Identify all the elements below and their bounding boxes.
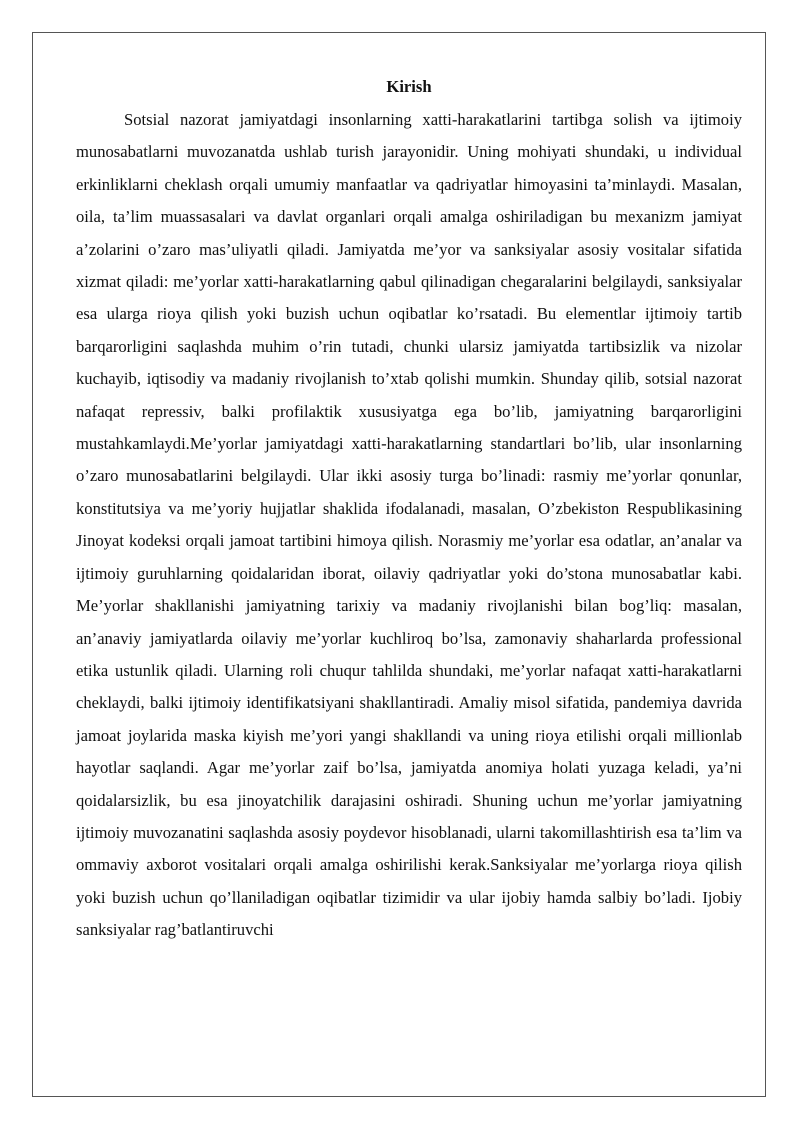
document-body xyxy=(76,76,742,947)
page-title: Kirish xyxy=(386,77,432,96)
body-paragraph: Sotsial nazorat jamiyatdagi insonlarning xatti-harakatlarini tartibga solish va ijtimoiy munosabatlarni muvozanatda ushlab turish jarayonidir. Uning mohiyati shundaki, u individual erkinliklarni cheklash orqali umumiy manfaatlar va qadriyatlar himoyasini ta’minlaydi. Masalan, oila, ta’lim muassasalari va davlat organlari orqali amalga oshiriladigan bu mexanizm jamiyat a’zolarini o’zaro mas’uliyatli qiladi. Jamiyatda me’yor va sanksiyalar asosiy vositalar sifatida xizmat qiladi: me’yorlar xatti-harakatlarning qabul qilinadigan chegaralarini belgilaydi, sanksiyalar esa ularga rioya qilish yoki buzish uchun oqibatlar ko’rsatadi. Bu elementlar ijtimoiy tartib barqarorligini saqlashda muhim o’rin tutadi, chunki ularsiz jamiyatda tartibsizlik va nizolar kuchayib, iqtisodiy va madaniy rivojlanish to’xtab qolishi mumkin. Shunday qilib, sotsial nazorat nafaqat repressiv, balki profilaktik xususiyatga ega bo’lib, jamiyatning barqarorligini mustahkamlaydi.Me’yorlar jamiyatdagi xatti-harakatlarning standartlari bo’lib, ular insonlarning o’zaro munosabatlarini belgilaydi. Ular ikki asosiy turga bo’linadi: rasmiy me’yorlar qonunlar, konstitutsiya va me’yoriy hujjatlar shaklida ifodalanadi, masalan, O’zbekiston Respublikasining Jinoyat kodeksi orqali jamoat tartibini himoya qilish. Norasmiy me’yorlar esa odatlar, an’analar va ijtimoiy guruhlarning qoidalaridan iborat, oilaviy qadriyatlar yoki do’stona munosabatlar kabi. Me’yorlar shakllanishi jamiyatning tarixiy va madaniy rivojlanishi bilan bog’liq: masalan, an’anaviy jamiyatlarda oilaviy me’yorlar kuchliroq bo’lsa, zamonaviy shaharlarda professional etika ustunlik qiladi. Ularning roli chuqur tahlilda shundaki, me’yorlar nafaqat xatti-harakatlarni cheklaydi, balki ijtimoiy identifikatsiyani shakllantiradi. Amaliy misol sifatida, pandemiya davrida jamoat joylarida maska kiyish me’yori yangi shakllandi va uning rioya etilishi orqali millionlab hayotlar saqlandi. Agar me’yorlar zaif bo’lsa, jamiyatda anomiya holati yuzaga keladi, ya’ni qoidalarsizlik, bu esa jinoyatchilik darajasini oshiradi. Shuning uchun me’yorlar jamiyatning ijtimoiy muvozanatini saqlashda asosiy poydevor hisoblanadi, ularni takomillashtirish esa ta’lim va ommaviy axborot vositalari orqali amalga oshirilishi kerak.Sanksiyalar me’yorlarga rioya qilish yoki buzish uchun qo’llaniladigan oqibatlar tizimidir va ular ijobiy hamda salbiy bo’ladi. Ijobiy sanksiyalar rag’batlantiruvchi xyxy=(76,110,742,940)
